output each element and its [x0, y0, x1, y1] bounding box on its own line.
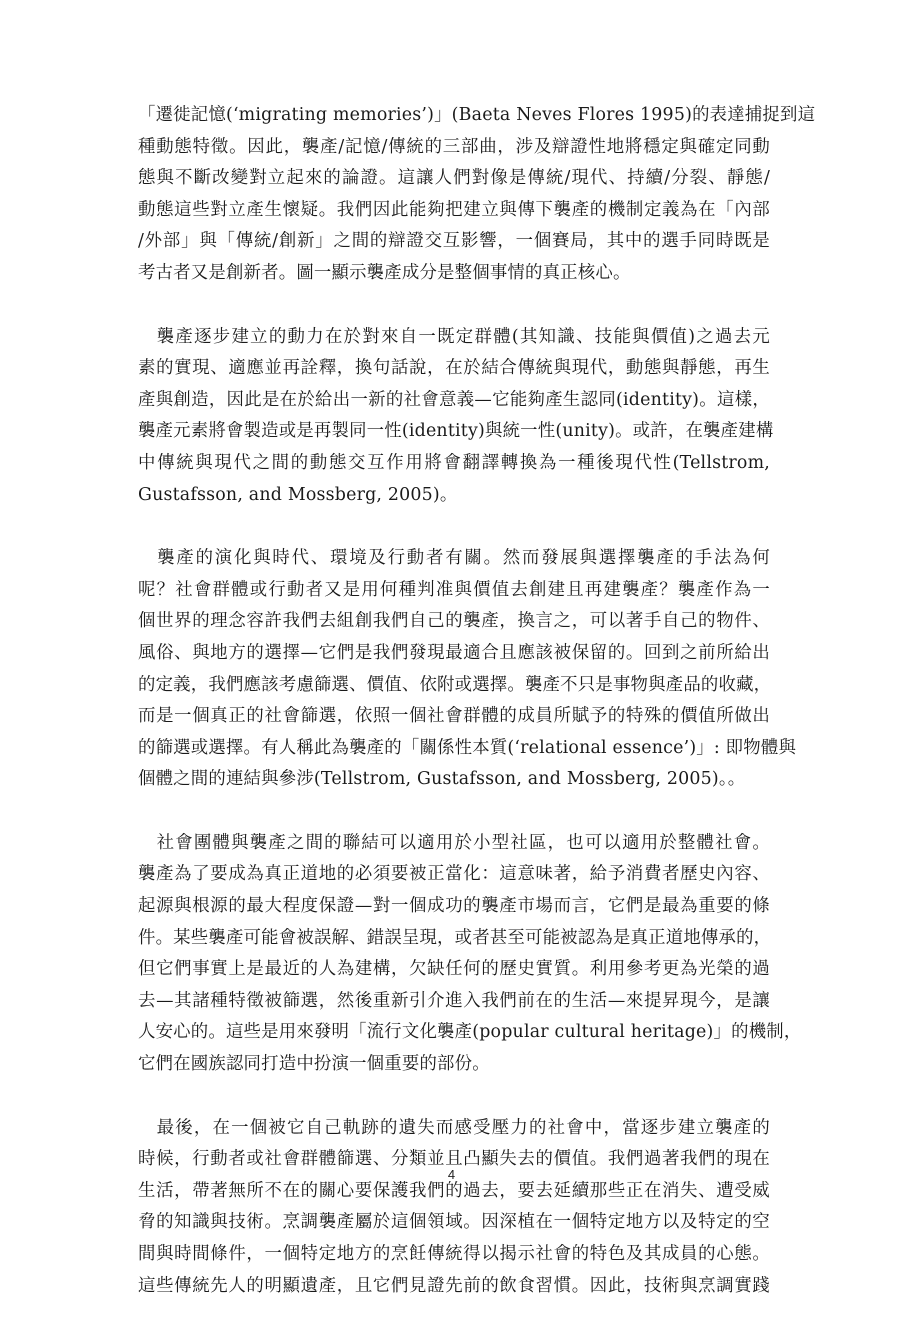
text-line: 脅的知識與技術。烹調襲產屬於這個領域。因深植在一個特定地方以及特定的空	[138, 1212, 770, 1233]
text-line: 人安心的。這些是用來發明「流行文化襲產(popular cultural heritage)」的機制，	[138, 1022, 802, 1043]
text-line: 素的實現、適應並再詮釋，換句話說，在於結合傳統與現代，動態與靜態，再生	[138, 358, 770, 379]
text-line: 生活，帶著無所不在的關心要保護我們的過去，要去延續那些正在消失、遭受威	[138, 1180, 770, 1201]
text-line: Gustafsson, and Mossberg, 2005)。	[138, 484, 458, 505]
text-line: 個體之間的連結與參涉(Tellstrom, Gustafsson, and Mossberg, 2005)。。	[138, 769, 746, 790]
text-line: 這些傳統先人的明顯遺產，且它們見證先前的飲食習慣。因此，技術與烹調實踐	[138, 1275, 770, 1296]
text-line: 而是一個真正的社會篩選，依照一個社會群體的成員所賦予的特殊的價值所做出	[138, 706, 770, 727]
text-line: 社會團體與襲產之間的聯結可以適用於小型社區，也可以適用於整體社會。	[138, 832, 770, 853]
text-line: 時候，行動者或社會群體篩選、分類並且凸顯失去的價值。我們過著我們的現在	[138, 1149, 770, 1170]
text-line: 風俗、與地方的選擇—它們是我們發現最適合且應該被保留的。回到之前所給出	[138, 642, 770, 663]
paragraph-4	[138, 828, 802, 1081]
text-line: 間與時間條件，一個特定地方的烹飪傳統得以揭示社會的特色及其成員的心態。	[138, 1244, 770, 1264]
text-line: 襲產為了要成為真正道地的必須要被正當化：這意味著，給予消費者歷史內容、	[138, 864, 770, 885]
page-number: 4	[447, 1167, 456, 1182]
body-text	[138, 100, 816, 1334]
text-line: 但它們事實上是最近的人為建構，欠缺任何的歷史實質。利用參考更為光榮的過	[138, 959, 770, 980]
text-line: 它們在國族認同打造中扮演一個重要的部份。	[138, 1054, 490, 1075]
paragraph-3	[138, 543, 797, 796]
text-line: 考古者又是創新者。圖一顯示襲產成分是整個事情的真正核心。	[138, 262, 631, 283]
text-line: 產與創造，因此是在於給出一新的社會意義—它能夠產生認同(identity)。這樣，	[138, 389, 770, 410]
text-line: 「遷徙記憶(‘migrating memories’)」(Baeta Neves Flores 1995)的表達捕捉到這	[138, 105, 816, 125]
text-line: 襲產元素將會製造或是再製同一性(identity)與統一性(unity)。或許，在襲產建構	[138, 421, 774, 442]
text-line: 去—其諸種特徵被篩選，然後重新引介進入我們前在的生活—來提昇現今，是讓	[138, 990, 770, 1011]
text-line: 起源與根源的最大程度保證—對一個成功的襲產市場而言，它們是最為重要的條	[138, 896, 770, 917]
text-line: 種動態特徵。因此，襲產/記憶/傳統的三部曲，涉及辯證性地將穩定與確定同動	[138, 136, 770, 157]
paragraph-2	[138, 322, 774, 512]
text-line: 最後，在一個被它自己軌跡的遺失而感受壓力的社會中，當逐步建立襲產的	[138, 1117, 770, 1138]
text-line: 襲產的演化與時代、環境及行動者有關。然而發展與選擇襲產的手法為何	[138, 548, 770, 569]
text-line: 襲產逐步建立的動力在於對來自一既定群體(其知識、技能與價值)之過去元	[138, 326, 770, 347]
text-line: 個世界的理念容許我們去組創我們自己的襲產，換言之，可以著手自己的物件、	[138, 611, 770, 632]
text-line: 動態這些對立產生懷疑。我們因此能夠把建立與傳下襲產的機制定義為在「內部	[138, 199, 770, 220]
text-line: 的篩選或選擇。有人稱此為襲產的「關係性本質(‘relational essence’)」: 即物體與	[138, 737, 797, 758]
text-line: /外部」與「傳統/創新」之間的辯證交互影響，一個賽局，其中的選手同時既是	[138, 231, 770, 252]
paragraph-1	[138, 100, 816, 290]
text-line: 件。某些襲產可能會被誤解、錯誤呈現，或者甚至可能被認為是真正道地傳承的，	[138, 927, 772, 948]
paragraph-5	[138, 1113, 770, 1303]
text-line: 態與不斷改變對立起來的論證。這讓人們對像是傳統/現代、持續/分裂、靜態/	[138, 168, 770, 189]
text-line: 呢？社會群體或行動者又是用何種判准與價值去創建且再建襲產？襲產作為一	[138, 579, 770, 600]
text-line: 的定義，我們應該考慮篩選、價值、依附或選擇。襲產不只是事物與產品的收藏，	[138, 674, 772, 695]
text-line: 中傳統與現代之間的動態交互作用將會翻譯轉換為一種後現代性(Tellstrom,	[138, 452, 770, 473]
